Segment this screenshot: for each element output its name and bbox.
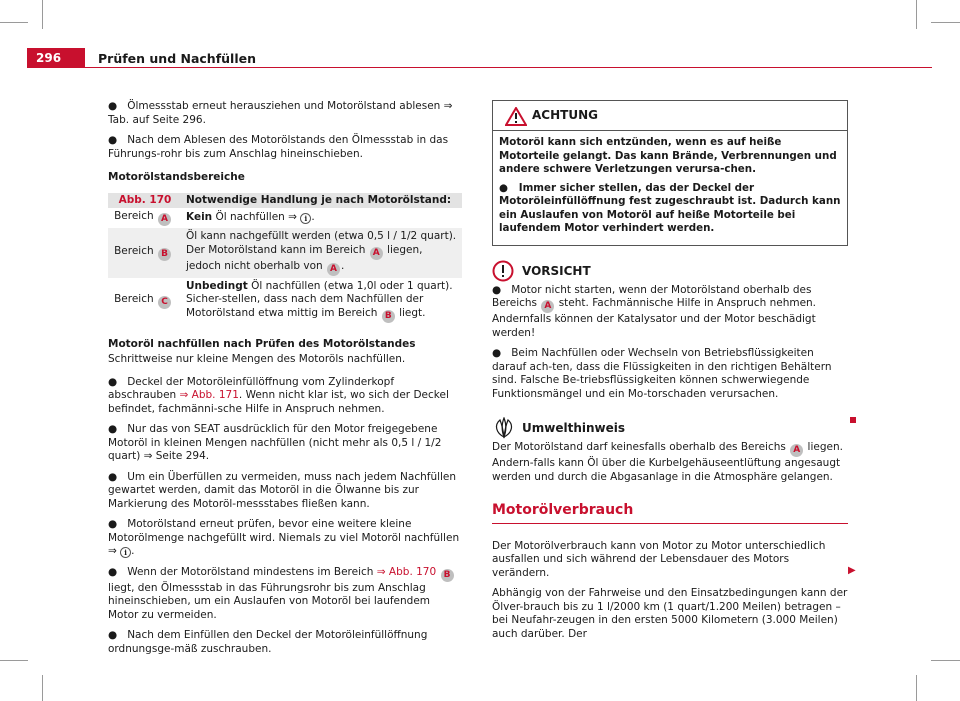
table-cell-action: Öl kann nachgefüllt werden (etwa 0,5 l / 1/2 quart). Der Motorölstand kann im Bereich A liegen, jedoch nicht oberhalb von A . (182, 228, 462, 278)
range-marker-c: C (158, 296, 171, 309)
crop-mark (931, 22, 960, 23)
table-cell-action: Unbedingt Öl nachfüllen (etwa 1,0l oder 1 quart). Sicher-stellen, dass nach dem Nachfüllen der Motorölstand etwa mittig im Bereich B liegt. (186, 279, 453, 321)
bullet-item: ● Ölmessstab erneut herausziehen und Motorölstand ablesen ⇒ Tab. auf Seite 296. (108, 100, 453, 126)
figure-link[interactable]: ⇒ Abb. 171 (179, 389, 239, 401)
info-icon: i (300, 213, 311, 224)
oil-level-table (108, 193, 462, 325)
right-column (492, 100, 848, 648)
caution-label: VORSICHT (522, 263, 591, 278)
crop-mark (42, 675, 43, 701)
crop-mark (931, 660, 960, 661)
range-marker-a: A (541, 300, 554, 313)
table-cell-area: Bereich B (108, 228, 182, 278)
info-icon: i (120, 547, 131, 558)
warning-box (492, 100, 848, 246)
range-marker-a: A (790, 444, 803, 457)
table-header-cell: Abb. 170 (108, 193, 182, 209)
warning-text: Motoröl kann sich entzünden, wenn es auf heiße Motorteile gelangt. Das kann Brände, Verbrennungen und andere schwere Verletzungen verursa-chen. (499, 136, 837, 175)
range-marker-a: A (327, 263, 340, 276)
table-header-cell: Notwendige Handlung je nach Motorölstand: (182, 193, 462, 209)
caution-text: ● Motor nicht starten, wenn der Motorölstand oberhalb des Bereichs A steht. Fachmännische Hilfe in Anspruch nehmen. Andernfalls können der Katalysator und der Motor beschädigt werden! (492, 283, 817, 339)
page-title: Prüfen und Nachfüllen (98, 51, 256, 66)
bullet-item: ● Nur das von SEAT ausdrücklich für den Motor freigegebene Motoröl in kleinen Mengen nachfüllen (nicht mehr als 0,5 l / 1/2 quart) ⇒ Seite 294. (108, 423, 442, 462)
section-end-marker (850, 417, 856, 423)
crop-mark (916, 0, 917, 29)
table-cell-action: Kein Öl nachfüllen ⇒ i . (186, 211, 315, 224)
warning-body (493, 131, 847, 245)
table-cell-area: Bereich C (108, 278, 182, 325)
environment-label: Umwelthinweis (522, 421, 626, 435)
bullet-item: ● Motorölstand erneut prüfen, bevor eine weitere kleine Motorölmenge nachgefüllt wird. Niemals zu viel Motoröl nachfüllen ⇒ i . (108, 518, 460, 557)
range-marker-b: B (441, 569, 454, 582)
body-paragraph: Abhängig von der Fahrweise und den Einsatzbedingungen kann der Ölver-brauch bis zu 1 l/2000 km (1 quart/1.200 Meilen) betragen – bei Neufahr-zeugen in den ersten 5000 Kilometern (3.000 Meilen) auch darüber. Der (492, 587, 848, 640)
environment-header (492, 417, 848, 439)
warning-header (493, 101, 847, 131)
bullet-item: ● Nach dem Ablesen des Motorölstands den Ölmessstab in das Führungs-rohr bis zum Anschlag hineinschieben. (108, 134, 449, 160)
bullet-item: ● Um ein Überfüllen zu vermeiden, muss nach jedem Nachfüllen gewartet werden, damit das Motoröl in die Ölwanne bis zur Markierung des Motoröl-messstabes fließen kann. (108, 470, 457, 510)
bullet-item: ● Deckel der Motoröleinfüllöffnung vom Zylinderkopf abschrauben ⇒ Abb. 171. Wenn nicht klar ist, wo sich der Deckel befindet, fachmänni-sche Hilfe in Anspruch nehmen. (108, 375, 449, 415)
crop-mark (916, 675, 917, 701)
caution-header (492, 260, 848, 282)
table-row (108, 208, 462, 228)
table-row (108, 228, 462, 278)
section-intro: Schrittweise nur kleine Mengen des Motoröls nachfüllen. (108, 353, 406, 365)
table-title: Motorölstandsbereiche (108, 171, 245, 183)
section-heading: Motorölverbrauch (492, 504, 848, 524)
bullet-item: ● Wenn der Motorölstand mindestens im Bereich ⇒ Abb. 170 B liegt, den Ölmessstab in das Führungsrohr bis zum Anschlag hineinschieben, um ein Auslaufen von Motoröl bei laufendem Motor zu vermeiden. (108, 566, 462, 623)
range-marker-b: B (158, 248, 171, 261)
table-row (108, 278, 462, 325)
caution-text: ● Beim Nachfüllen oder Wechseln von Betriebsflüssigkeiten darauf ach-ten, dass die Flüssigkeiten in den richtigen Behältern sind. Falsche Be-triebsflüssigkeiten können schwerwiegende Funktionsmängel und ein Mo-torschaden verursachen. (492, 347, 832, 400)
crop-mark (42, 0, 43, 29)
warning-text: ● Immer sicher stellen, das der Deckel der Motoröleinfüllöffnung fest zugeschraubt ist. Dadurch kann ein Auslaufen von Motoröl auf heiße Motorteile bei laufendem Motor verhindert werden. (499, 181, 841, 234)
crop-mark (0, 660, 28, 661)
table-cell-area: Bereich A (108, 208, 182, 228)
header-rule (85, 67, 932, 68)
section-subtitle: Motoröl nachfüllen nach Prüfen des Motorölstandes (108, 337, 416, 350)
bullet-item: ● Nach dem Einfüllen den Deckel der Motoröleinfüllöffnung ordnungsge-mäß zuschrauben. (108, 629, 428, 655)
crop-mark (0, 22, 28, 23)
warning-label: ACHTUNG (532, 108, 598, 122)
page-header (0, 48, 960, 68)
figure-link[interactable]: ⇒ Abb. 170 (376, 565, 437, 578)
range-marker-b: B (382, 310, 395, 323)
range-marker-a: A (158, 213, 171, 226)
environment-icon (492, 417, 516, 439)
left-column (108, 100, 462, 663)
caution-icon (492, 260, 514, 282)
continue-arrow-icon: ▶ (848, 565, 856, 576)
range-marker-a: A (370, 247, 383, 260)
body-paragraph: Der Motorölverbrauch kann von Motor zu Motor unterschiedlich ausfallen und sich während der Lebensdauer des Motors verändern. (492, 539, 826, 579)
environment-text: Der Motorölstand darf keinesfalls oberhalb des Bereichs A liegen. Andern-falls kann Öl über die Kurbelgehäuseentlüftung angesaugt werden und durch die Abgasanlage in die Atmosphäre gelangen. (492, 441, 843, 483)
warning-triangle-icon (505, 107, 527, 126)
table-header-row (108, 193, 462, 209)
page-number: 296 (27, 48, 85, 68)
